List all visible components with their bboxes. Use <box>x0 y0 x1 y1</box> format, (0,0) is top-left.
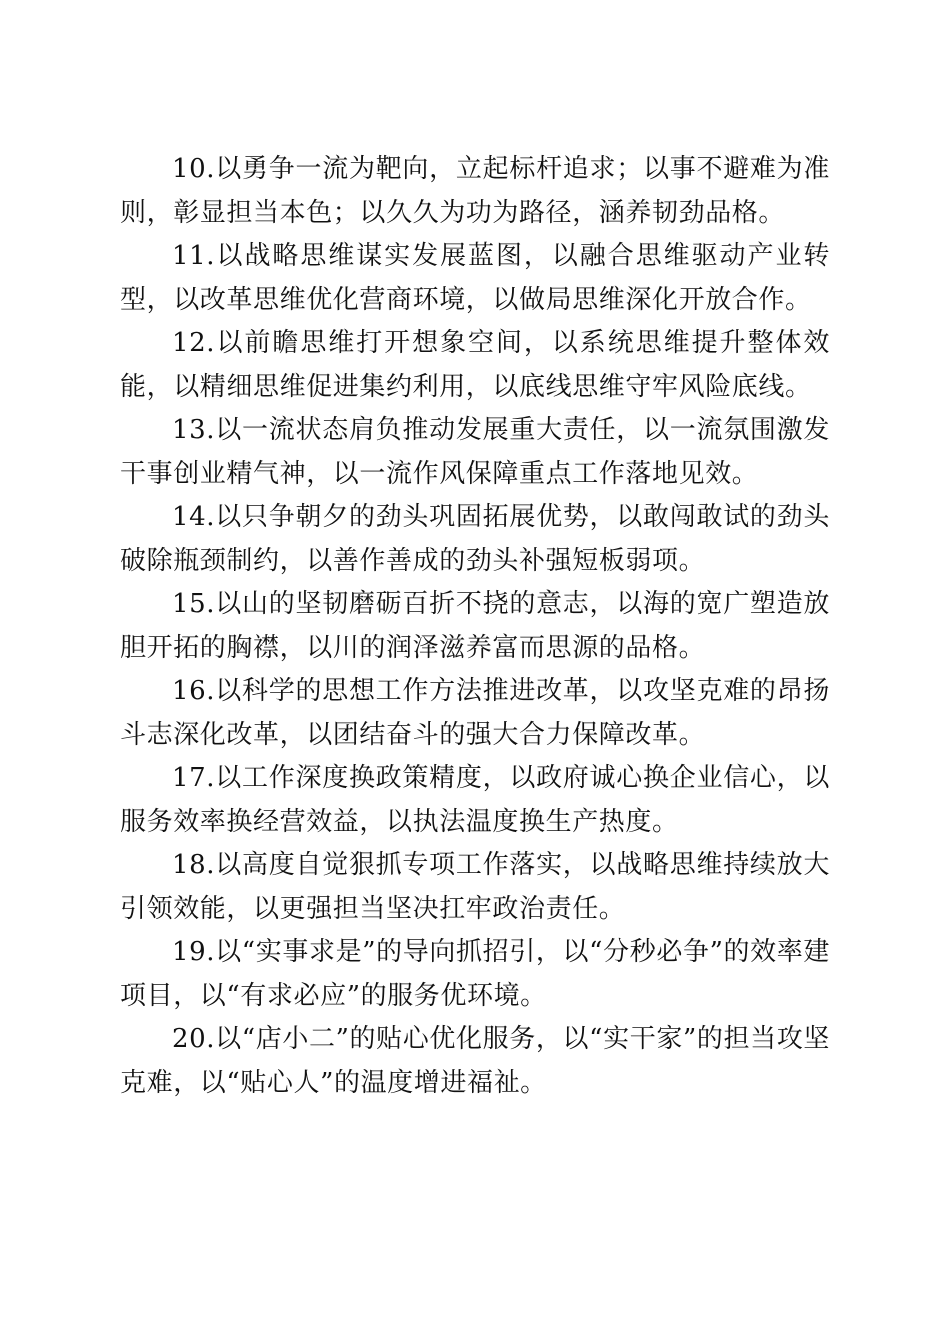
paragraph-12: 12.以前瞻思维打开想象空间，以系统思维提升整体效能，以精细思维促进集约利用，以底线思维守牢风险底线。 <box>120 328 830 402</box>
paragraph-20: 20.以“店小二”的贴心优化服务，以“实干家”的担当攻坚克难，以“贴心人”的温度增进福祉。 <box>120 1024 830 1098</box>
paragraph-13: 13.以一流状态肩负推动发展重大责任，以一流氛围激发干事创业精气神，以一流作风保障重点工作落地见效。 <box>120 415 830 489</box>
paragraph-10: 10.以勇争一流为靶向，立起标杆追求；以事不避难为准则，彰显担当本色；以久久为功为路径，涵养韧劲品格。 <box>120 154 830 228</box>
paragraph-18: 18.以高度自觉狠抓专项工作落实，以战略思维持续放大引领效能，以更强担当坚决扛牢政治责任。 <box>120 850 830 924</box>
paragraph-15: 15.以山的坚韧磨砺百折不挠的意志，以海的宽广塑造放胆开拓的胸襟，以川的润泽滋养富而思源的品格。 <box>120 589 830 663</box>
paragraph-17: 17.以工作深度换政策精度，以政府诚心换企业信心，以服务效率换经营效益，以执法温度换生产热度。 <box>120 763 830 837</box>
paragraph-14: 14.以只争朝夕的劲头巩固拓展优势，以敢闯敢试的劲头破除瓶颈制约，以善作善成的劲头补强短板弱项。 <box>120 502 830 576</box>
document-body <box>120 148 830 1105</box>
paragraph-11: 11.以战略思维谋实发展蓝图，以融合思维驱动产业转型，以改革思维优化营商环境，以做局思维深化开放合作。 <box>120 241 830 315</box>
paragraph-16: 16.以科学的思想工作方法推进改革，以攻坚克难的昂扬斗志深化改革，以团结奋斗的强大合力保障改革。 <box>120 676 830 750</box>
paragraph-19: 19.以“实事求是”的导向抓招引，以“分秒必争”的效率建项目，以“有求必应”的服务优环境。 <box>120 937 830 1011</box>
